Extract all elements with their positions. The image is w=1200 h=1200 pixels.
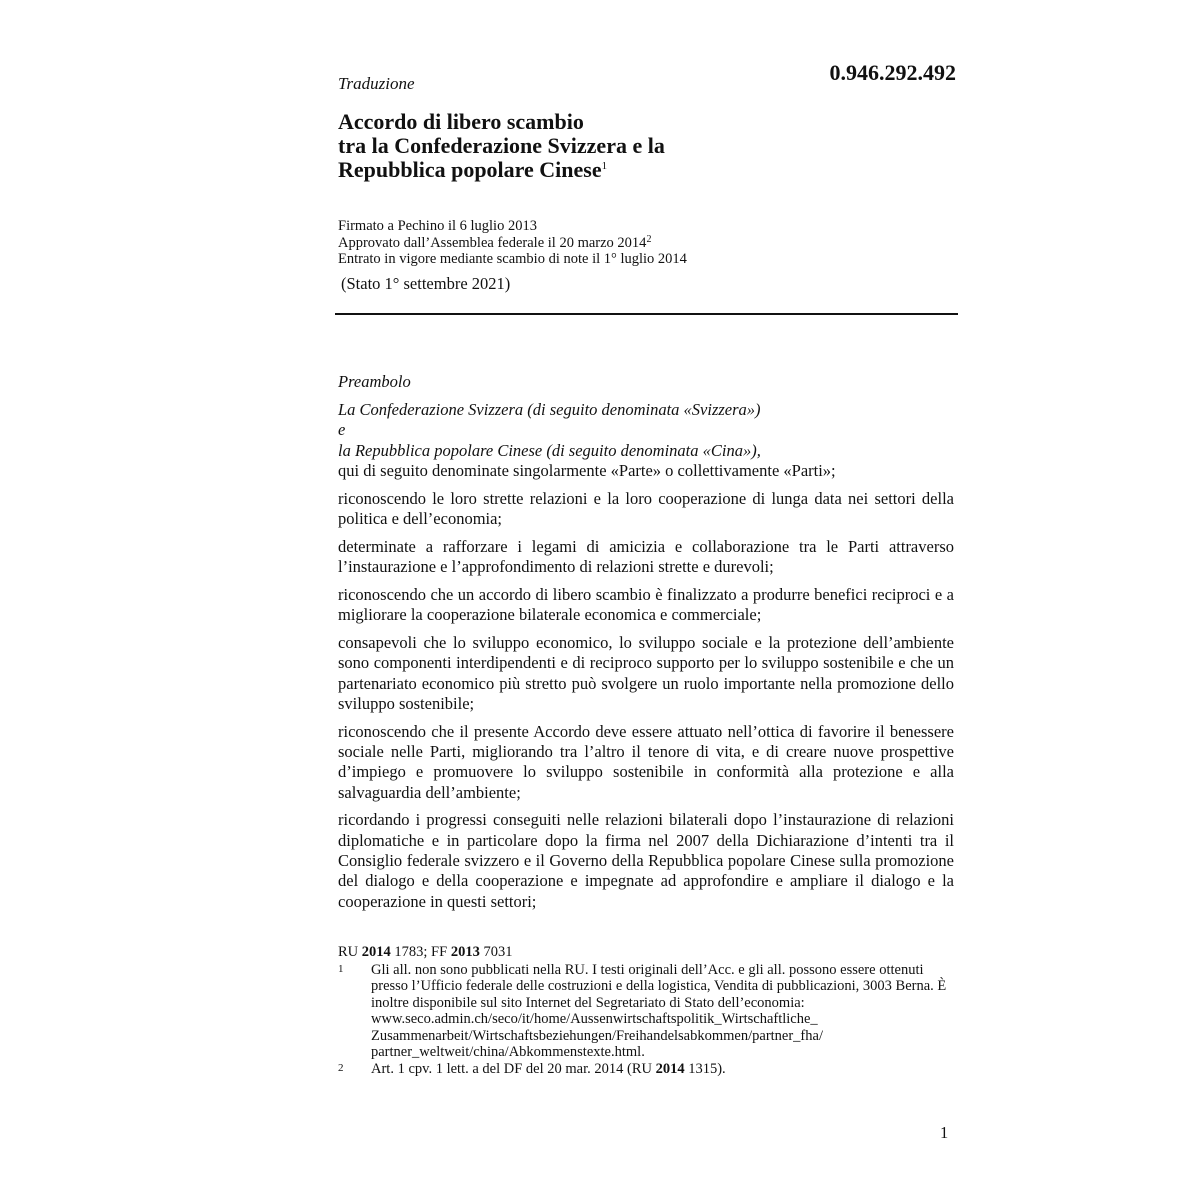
footnotes [338, 944, 948, 1077]
approved-footnote-ref[interactable]: 2 [646, 233, 652, 245]
footnote-1-url-2[interactable]: Zusammenarbeit/Wirtschaftsbeziehungen/Freihandelsabkommen/partner_fha/ [371, 1027, 823, 1044]
page-number: 1 [940, 1123, 949, 1142]
preamble-paragraph: consapevoli che lo sviluppo economico, lo sviluppo sociale e la protezione dell’ambiente sono componenti interdipendenti e di reciproco supporto per lo sviluppo sostenibile e che un partenariato economico più stretto può svolgere un ruolo importante nella promozione dello sviluppo sostenibile; [338, 632, 954, 713]
approved-line [338, 235, 958, 252]
header-divider [335, 313, 958, 315]
in-force-line: Entrato in vigore mediante scambio di note il 1° luglio 2014 [338, 251, 687, 267]
footnote-1-text: Gli all. non sono pubblicati nella RU. I testi originali dell’Acc. e gli all. possono essere ottenuti presso l’Ufficio federale delle costruzioni e della logistica, Vendita di pubblicazioni, 3003 Berna. È inoltre disponibile sul sito Internet del Segretariato di Stato dell’economia: [371, 961, 947, 1011]
footnote-1 [338, 962, 948, 1061]
title-footnote-ref[interactable]: 1 [601, 160, 608, 172]
preamble-paragraph: riconoscendo che il presente Accordo deve essere attuato nell’ottica di favorire il benessere sociale nelle Parti, migliorando tra l’altro il tenore di vita, e di creare nuove prospettive d’impiego e promuovere lo sviluppo sostenibile in conformità alla protezione e alla salvaguardia dell’ambiente; [338, 721, 954, 802]
footnote-2-text-post: 1315). [684, 1060, 726, 1077]
footnote-1-number: 1 [338, 962, 344, 975]
footnote-1-url-1[interactable]: www.seco.admin.ch/seco/it/home/Aussenwirtschaftspolitik_Wirtschaftliche_ [371, 1011, 818, 1027]
title-line-3 [338, 158, 958, 182]
preamble-heading: Preambolo [338, 372, 411, 391]
footnote-2-year: 2014 [655, 1060, 685, 1077]
ref-year-ff: 2013 [450, 944, 480, 960]
title-line-1: Accordo di libero scambio [338, 109, 584, 134]
footnote-1-url-3[interactable]: partner_weltweit/china/Abkommenstexte.html. [371, 1044, 645, 1060]
preamble-paragraph: riconoscendo che un accordo di libero scambio è finalizzato a produrre benefici reciproci e a migliorare la cooperazione bilaterale economica e commerciale; [338, 584, 954, 625]
ref-year-ru: 2014 [361, 944, 391, 960]
footnote-2-number: 2 [338, 1061, 344, 1074]
ref-prefix: RU [338, 944, 362, 960]
approved-text: Approvato dall’Assemblea federale il 20 marzo 2014 [338, 234, 647, 251]
status-line: (Stato 1° settembre 2021) [341, 274, 511, 293]
official-reference [338, 944, 948, 961]
document-number: 0.946.292.492 [829, 60, 956, 85]
footnote-2 [338, 1061, 948, 1078]
footnote-2-text-pre: Art. 1 cpv. 1 lett. a del DF del 20 mar. 2014 (RU [371, 1060, 656, 1077]
preamble-paragraph: riconoscendo le loro strette relazioni e la loro cooperazione di lunga data nei settori della politica e dell’economia; [338, 488, 954, 528]
party-1: La Confederazione Svizzera (di seguito denominata «Svizzera») [338, 400, 761, 419]
parties-note: qui di seguito denominate singolarmente «Parte» o collettivamente «Parti»; [338, 460, 836, 480]
document-title [338, 110, 958, 182]
ref-suffix: 7031 [479, 944, 513, 960]
title-line-3-text: Repubblica popolare Cinese [338, 157, 602, 182]
conjunction: e [338, 420, 346, 440]
signed-line: Firmato a Pechino il 6 luglio 2013 [338, 218, 537, 234]
preamble-body [338, 400, 954, 919]
title-line-2: tra la Confederazione Svizzera e la [338, 133, 665, 158]
preamble-paragraph: ricordando i progressi conseguiti nelle relazioni bilaterali dopo l’instaurazione di relazioni diplomatiche e in particolare dopo la firma nel 2007 della Dichiarazione d’intenti tra il Consiglio federale svizzero e il Governo della Repubblica popolare Cinese sulla promozione del dialogo e della cooperazione e impegnate ad approfondire e ampliare il dialogo e la cooperazione in questi settori; [338, 810, 954, 911]
document-meta [338, 218, 958, 268]
preamble-paragraph: determinate a rafforzare i legami di amicizia e collaborazione tra le Parti attraverso l’instaurazione e l’approfondimento di relazioni strette e durevoli; [338, 536, 954, 577]
translation-label: Traduzione [338, 74, 415, 93]
party-2: la Repubblica popolare Cinese (di seguito denominata «Cina»), [338, 440, 761, 460]
ref-mid: 1783; FF [390, 944, 451, 960]
